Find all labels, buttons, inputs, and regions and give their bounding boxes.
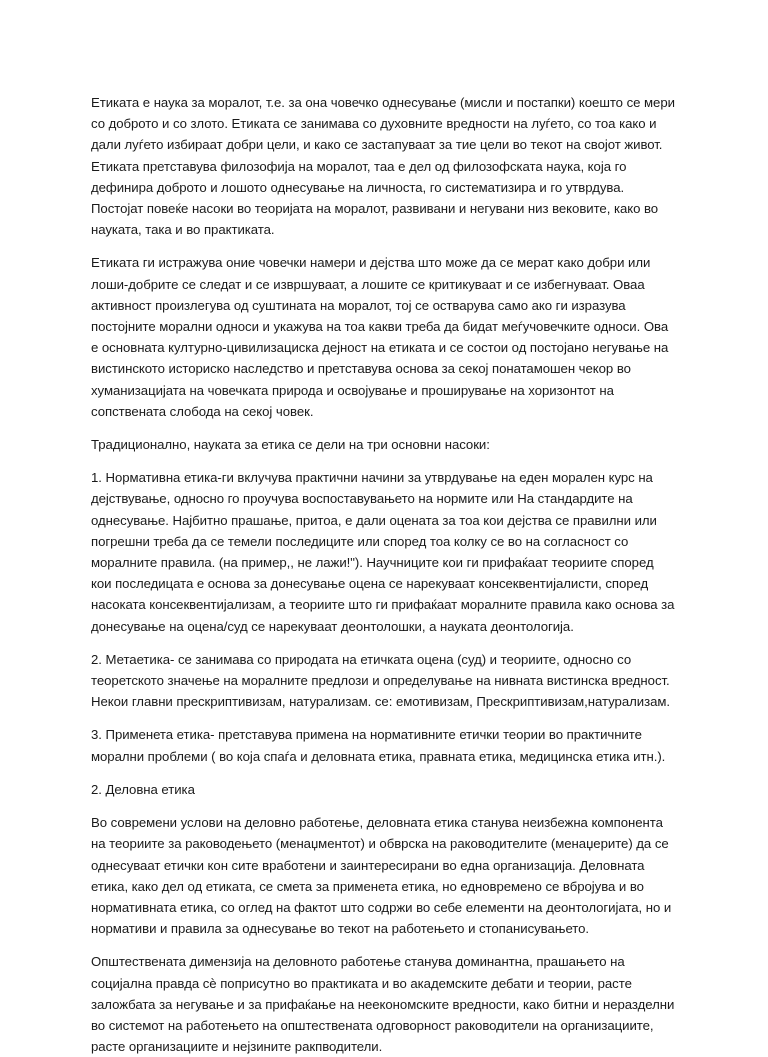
paragraph-applied-ethics: 3. Применета етика- претставува примена на нормативните етички теории во практичните морални проблеми ( во која спаѓа и деловната етика, правната етика, медицинска етика итн.). — [91, 727, 666, 764]
paragraph-social-dimension: Општествената димензија на деловното работење станува доминантна, прашањето на социјална правда сѐ поприсутно во практиката и во академските дебати и теории, расте заложбата за негување и за прифаќање на неекономските вредности, како битни и неразделни во системот на работењето на општествената одговорност раководители на организациите, расте организациите и нејзините ракпводители. — [91, 954, 675, 1055]
paragraph-three-directions: Традиционално, науката за етика се дели на три основни насоки: — [91, 437, 490, 453]
paragraph-metaethics: 2. Метаетика- се занимава со природата на етичката оцена (суд) и теориите, односно со теоретското значење на моралните предлози и определување на нивната вистинска вредност. Некои главни прескриптивизам, натурализам. се: емотивизам, Прескриптивизам,натурализам. — [91, 651, 670, 710]
paragraph-ethics-definition: Етиката е наука за моралот, т.е. за она човечко однесување (мисли и постапки) коешто се мери со доброто и со злото. Етиката се занимава со духовните вредности на луѓето, со тоа како и дали луѓето избираат добри цели, и како се застапуваат за тие цели во текот на својот живот. Етиката претставува филозофија на моралот, таа е дел од филозофската наука, која го дефинира доброто и лошото однесување на личноста, го систематизира и го утврдува. Постојат повеќе насоки во теоријата на моралот, развивани и негувани низ вековите, како во науката, така и во практиката. — [91, 95, 675, 238]
paragraph-ethics-research: Етиката ги истражува оние човечки намери и дејства што може да се мерат како добри или лоши-добрите се следат и се извршуваат, а лошите се критикуваат и се избегнуваат. Оваа активност произлегува од суштината на моралот, тој се остварува само ако ги изразува постојните морални односи и укажува на тоа какви треба да бидат меѓучовечките односи. Ова е основната културно-цивилизациска дејност на етиката и се состои од постојано негување на вистинското историско наследство и претставува основа за секој понатамошен чекор во хуманизацијата на човечката природа и освојување и проширување на хоризонтот на сопствената слобода на секој човек. — [91, 255, 669, 419]
section-heading-business-ethics: 2. Деловна етика — [91, 781, 195, 797]
paragraph-normative-ethics: 1. Нормативна етика-ги вклучува практични начини за утврдување на еден морален курс на дејствување, односно го проучува воспоставувањето на нормите или На стандардите на однесување. Најбитно прашање, притоа, е дали оцената за тоа кои дејства се правилни или погрешни треба да се темели последиците или според тоа колку се во на согласност со моралните правила. (на пример,, не лажи!"). Научниците кои ги прифаќаат теориите според кои последицата е основа за донесување оцена се нарекуваат консеквентијалисти, според насоката консеквентијализам, а теориите што ги прифаќаат моралните правила како основа за донесување на оцена/суд се нарекуваат деонтолошки, а науката деонтологија. — [91, 470, 675, 634]
paragraph-business-ethics: Во современи услови на деловно работење, деловната етика станува неизбежна компонента на теориите за раководењето (менаџментот) и обврска на раководителите (менаџерите) да се однесуваат етички кон сите вработени и заинтересирани во една организација. Деловната етика, како дел од етиката, се смета за применета етика, но едновремено се вбројува и во нормативната етика, со оглед на фактот што содржи во себе елементи на деонтологијата, но и нормативи и правила за однесување во текот на работењето и стопанисувањето. — [91, 815, 672, 937]
